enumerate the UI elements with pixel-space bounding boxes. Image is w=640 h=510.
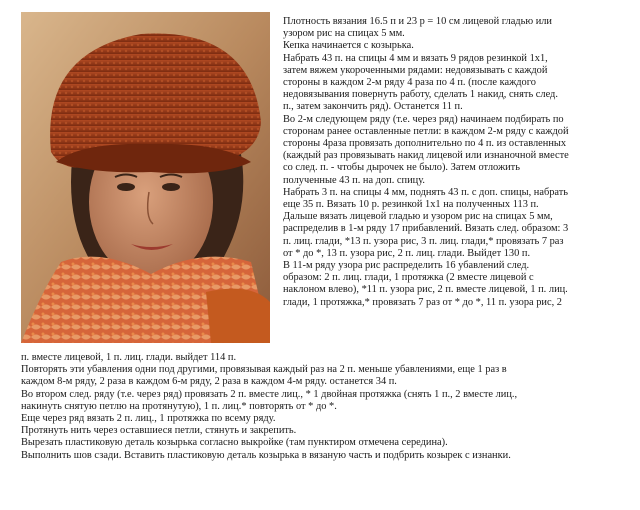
text-line: Плотность вязания 16.5 п и 23 р = 10 см лицевой гладью или	[283, 16, 552, 27]
text-line: Набрать 3 п. на спицы 4 мм, поднять 43 п. с доп. спицы, набрать	[283, 186, 569, 198]
text-line: недовязывания повернуть работу, сделать 1 накид, снять след.	[283, 89, 558, 101]
text-line: узором рис на спицах 5 мм.	[283, 28, 405, 40]
text-line: полученные 43 п. на доп. спицу.	[283, 174, 425, 186]
text-line: от * до *, 13 п. узора рис, 2 п. лиц. глади. Выйдет 130 п.	[283, 247, 531, 259]
text-line: распределив в 1-м ряду 17 прибавлений. Вязать след. образом: 3	[283, 223, 569, 235]
text-line: стороны в каждом 2-м ряду 4 раза по 4 п. (после каждого	[283, 77, 536, 89]
text-line: (каждый раз провязывать накид лицевой или изнаночной вместе	[283, 150, 569, 162]
text-line: накинуть снятую петлю на протянутую), 1 п. лиц.* повторять от * до *.	[21, 400, 337, 412]
text-line: сторонам ранее оставленные петли: в каждом 2-м ряду с каждой	[283, 125, 569, 137]
model-photo	[21, 12, 270, 343]
text-line: В 11-м ряду узора рис распределить 16 убавлений след.	[283, 260, 530, 272]
text-line: Во втором след. ряду (т.е. через ряд) провязать 2 п. вместе лиц., * 1 двойная протяжка (снять 1 п., 2 вместе лиц.,	[21, 388, 518, 400]
text-line: п. вместе лицевой, 1 п. лиц. глади. выйдет 114 п.	[21, 352, 237, 363]
text-line: Кепка начинается с козырька.	[283, 40, 414, 52]
text-line: со след. п. - чтобы дырочек не было). Затем отложить	[283, 162, 520, 174]
text-line: глади, 1 протяжка,* провязать 7 раз от * до *, 11 п. узора рис, 2	[283, 296, 562, 308]
instructions-bottom-block	[21, 352, 626, 462]
text-line: п. лиц. глади, *13 п. узора рис, 3 п. лиц. глади,* провязать 7 раз	[283, 235, 564, 247]
text-line: Выполнить шов сзади. Вставить пластиковую деталь козырька в вязаную часть и подбрить козырек с изнанки.	[21, 449, 511, 461]
text-line: Набрать 43 п. на спицы 4 мм и вязать 9 рядов резинкой 1х1,	[283, 52, 548, 64]
text-line: затем вяжем укороченными рядами: недовязывать с каждой	[283, 64, 548, 76]
text-line: Во 2-м следующем ряду (т.е. через ряд) начинаем подбирать по	[283, 113, 564, 125]
text-line: Еще через ряд вязать 2 п. лиц., 1 протяжка по всему ряду.	[21, 413, 276, 425]
text-line: образом: 2 п. лиц. глади, 1 протяжка (2 вместе лицевой с	[283, 272, 534, 284]
text-line: Повторять эти убавления одни под другими, провязывая каждый раз на 2 п. меньше убавлениями, еще 1 раз в	[21, 364, 507, 376]
text-line: Протянуть нить через оставшиеся петли, стянуть и закрепить.	[21, 425, 297, 437]
instructions-top-column	[283, 16, 623, 309]
text-line: Вырезать пластиковую деталь козырька согласно выкройке (там пунктиром отмечена середина).	[21, 437, 448, 449]
text-line: стороны 4раза провязать дополнительно по 4 п. из оставленных	[283, 138, 567, 150]
text-line: еще 35 п. Вязать 10 р. резинкой 1х1 на полученных 113 п.	[283, 199, 539, 211]
text-line: Дальше вязать лицевой гладью и узором рис на спицах 5 мм,	[283, 211, 553, 223]
text-line: наклоном влево), *11 п. узора рис, 2 п. вместе лицевой, 1 п. лиц.	[283, 284, 568, 296]
text-line: п., затем закончить ряд). Останется 11 п.	[283, 101, 463, 113]
text-line: каждом 8-м ряду, 2 раза в каждом 6-м ряду, 2 раза в каждом 4-м ряду. останется 34 п.	[21, 376, 397, 388]
